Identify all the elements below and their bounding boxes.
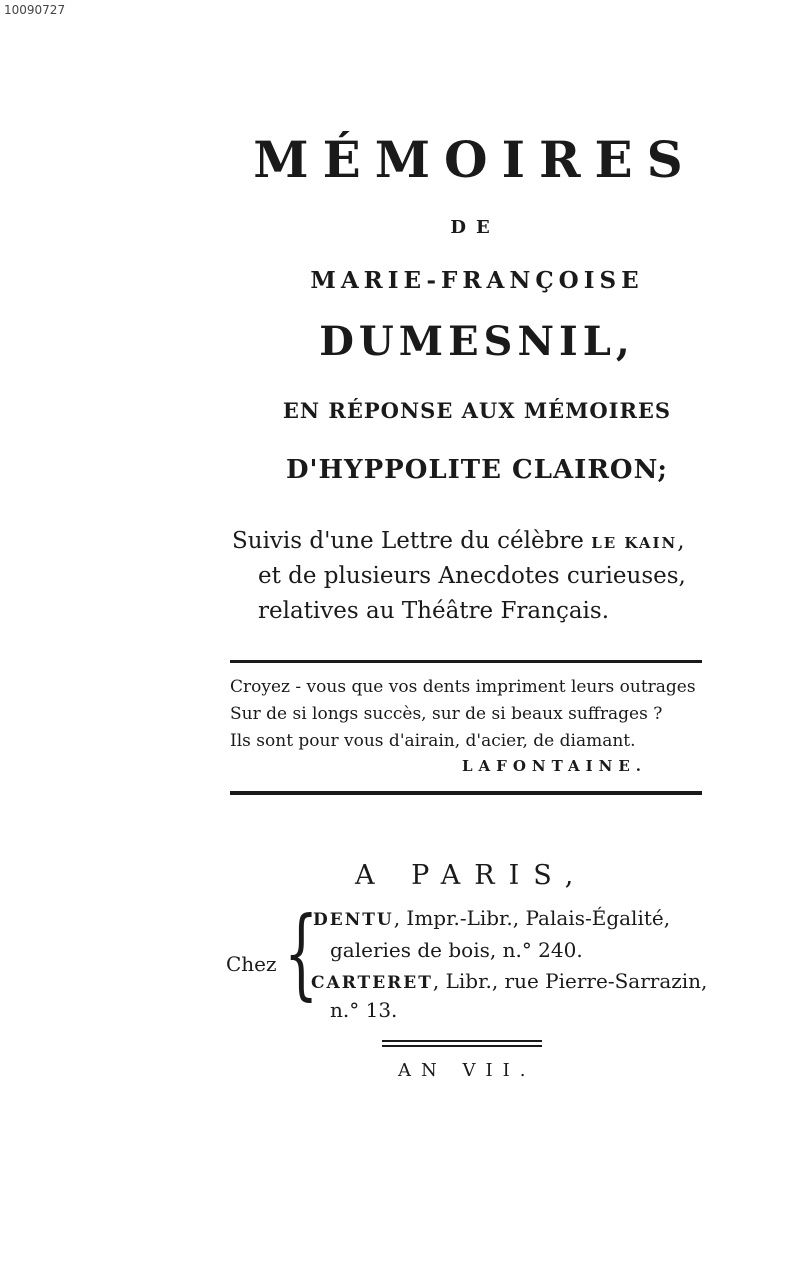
subtitle-line-3: relatives au Théâtre Français.: [258, 598, 610, 624]
page-id: 10090727: [4, 3, 66, 17]
epigraph-attribution: LAFONTAINE.: [462, 757, 647, 775]
epigraph-line-1: Croyez - vous que vos dents impriment leurs outrages: [230, 677, 696, 697]
epigraph-line-2: Sur de si longs succès, sur de si beaux suffrages ?: [230, 704, 663, 724]
book-title: MÉMOIRES: [253, 130, 697, 189]
clairon-line: D'HYPPOLITE CLAIRON;: [285, 455, 669, 485]
year-rule-bottom: [382, 1045, 542, 1047]
imprint-city: A PARIS,: [355, 860, 588, 891]
publisher-line-1: [313, 906, 670, 930]
author-surname: DUMESNIL,: [319, 318, 635, 365]
subtitle-line-1: [232, 528, 685, 554]
lekain-name: LE KAIN: [591, 534, 678, 552]
subtitle-line-2: et de plusieurs Anecdotes curieuses,: [258, 563, 686, 589]
epigraph-line-3: Ils sont pour vous d'airain, d'acier, de diamant.: [230, 731, 636, 751]
year-rule-top: [382, 1040, 542, 1042]
publisher-1-name: DENTU: [313, 910, 394, 930]
publisher-2-rest: , Libr., rue Pierre-Sarrazin,: [432, 969, 708, 993]
publisher-line-3: [311, 969, 707, 993]
author-first-names: MARIE-FRANÇOISE: [310, 267, 644, 294]
title-preposition: DE: [450, 217, 500, 238]
publisher-1-rest: , Impr.-Libr., Palais-Égalité,: [393, 906, 671, 930]
publisher-2-name: CARTERET: [311, 973, 433, 993]
chez-label: Chez: [226, 952, 277, 976]
publication-year: AN VII.: [398, 1060, 536, 1081]
subtitle-line-1-end: ,: [677, 528, 685, 554]
publisher-line-4: n.° 13.: [330, 998, 398, 1022]
subtitle-line-1-text: Suivis d'une Lettre du célèbre: [232, 528, 592, 554]
brace-icon: {: [284, 897, 319, 1011]
bottom-rule: [230, 791, 702, 795]
publisher-line-2: galeries de bois, n.° 240.: [330, 938, 583, 962]
top-rule: [230, 660, 702, 663]
response-line: EN RÉPONSE AUX MÉMOIRES: [282, 398, 672, 423]
